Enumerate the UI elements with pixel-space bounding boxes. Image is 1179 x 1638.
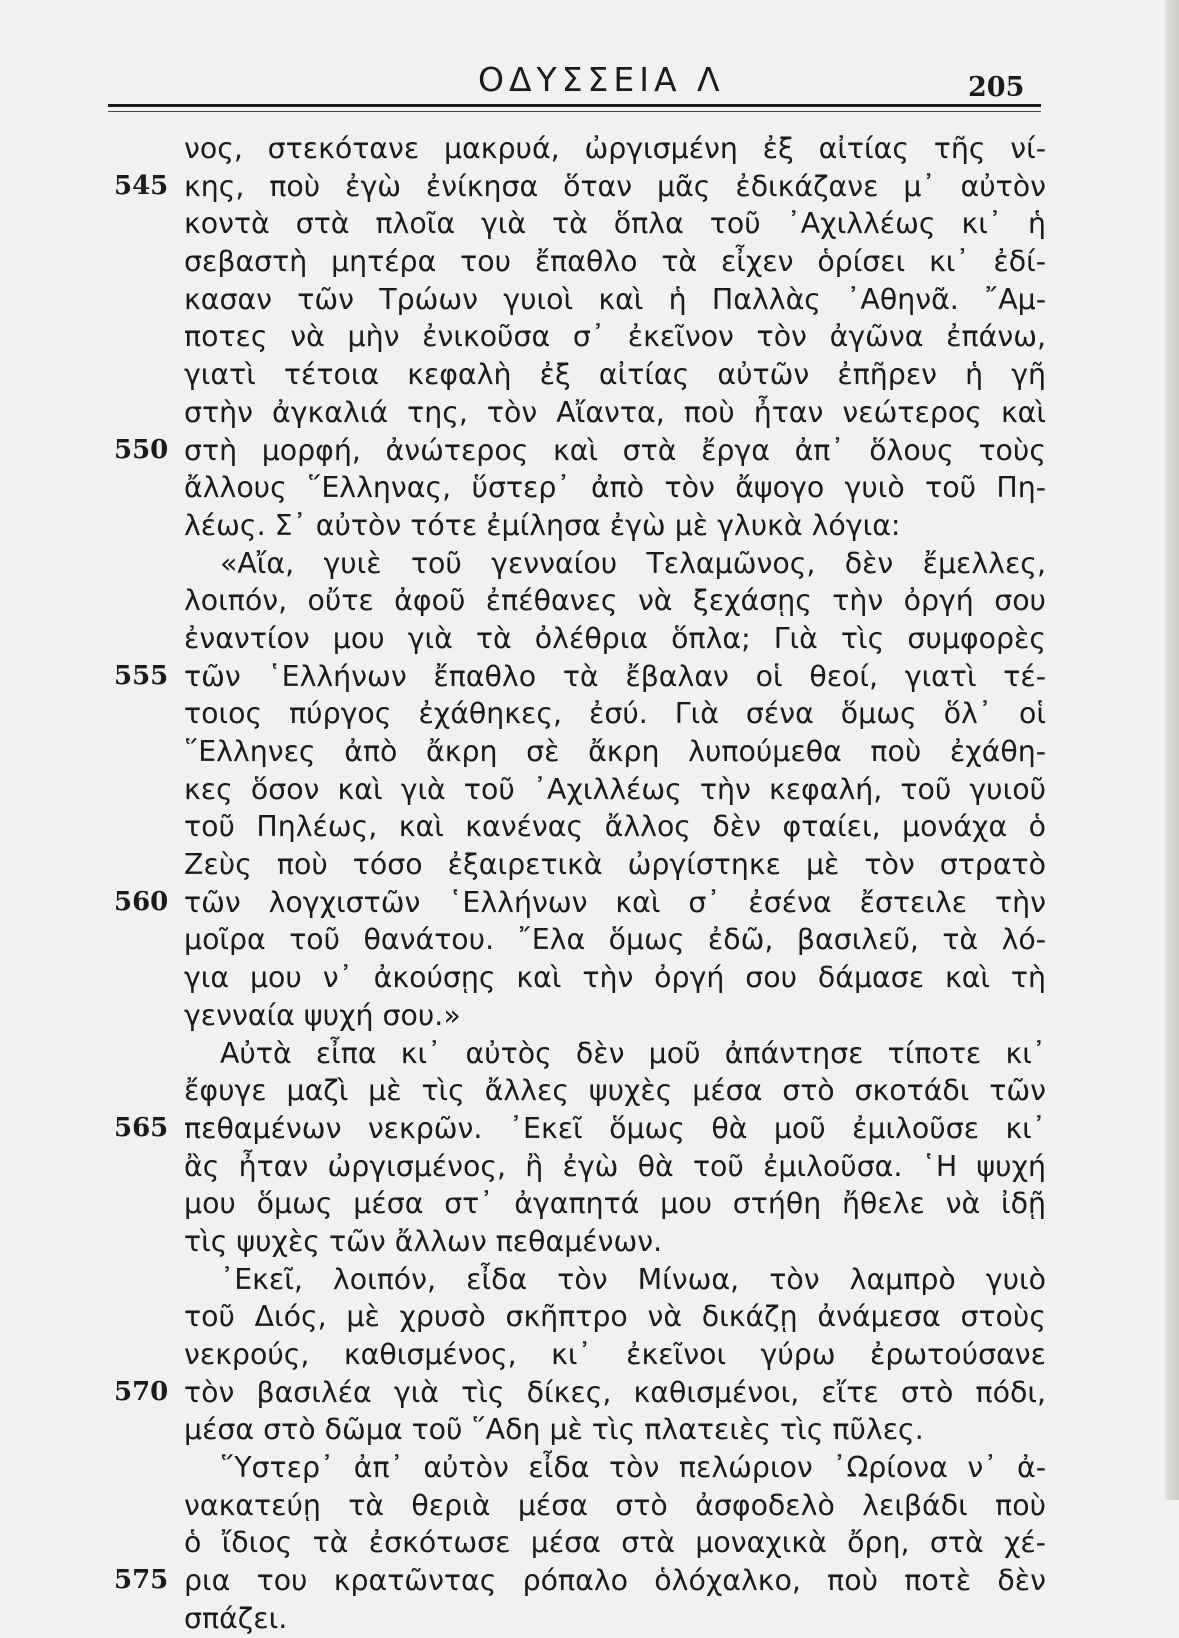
- text-line: [184, 997, 1046, 1035]
- line-text: ἂς ἦταν ὠργισμένος, ἢ ἐγὼ θὰ τοῦ ἐμιλοῦσα. ῾Η ψυχή: [184, 1149, 1046, 1183]
- line-text: στὴν ἀγκαλιά της, τὸν Αἴαντα, ποὺ ἦταν νεώτερος καὶ: [184, 395, 1046, 429]
- text-line: [184, 959, 1046, 997]
- text-line: [114, 658, 1046, 696]
- text-line: [184, 1072, 1046, 1110]
- line-text: μοῖρα τοῦ θανάτου. ῎Ελα ὅμως ἐδῶ, βασιλεῦ, τὰ λό-: [184, 923, 1046, 957]
- page-edge-shadow: [1165, 0, 1179, 1500]
- line-text: ῞Ελληνες ἀπὸ ἄκρη σὲ ἄκρη λυπούμεθα ποὺ ἐχάθη-: [184, 735, 1046, 768]
- header-rule-thin: [108, 111, 1041, 112]
- line-text: πεθαμένων νεκρῶν. ᾿Εκεῖ ὅμως θὰ μοῦ ἐμιλοῦσε κι᾿: [184, 1111, 1046, 1145]
- line-text: κες ὅσον καὶ γιὰ τοῦ ᾿Αχιλλέως τὴν κεφαλή, τοῦ γυιοῦ: [184, 772, 1046, 806]
- line-text: κασαν τῶν Τρώων γυιοὶ καὶ ἡ Παλλὰς ᾿Αθηνᾶ. ῎Αμ-: [184, 282, 1046, 316]
- text-line: [184, 1449, 1046, 1487]
- text-line: [184, 356, 1046, 394]
- text-line: [184, 1524, 1046, 1562]
- line-text: ὁ ἴδιος τὰ ἐσκότωσε μέσα στὰ μοναχικὰ ὄρη, στὰ χέ-: [184, 1526, 1046, 1560]
- text-line: [184, 394, 1046, 432]
- line-text: σεβαστὴ μητέρα του ἔπαθλο τὰ εἶχεν ὁρίσει κι᾿ ἐδί-: [184, 245, 1046, 279]
- line-number: 570: [114, 1376, 169, 1407]
- text-line: [184, 281, 1046, 319]
- text-line: [114, 884, 1046, 922]
- text-line: [184, 1411, 1046, 1449]
- line-number: 565: [114, 1112, 169, 1143]
- line-text: τοῦ Διός, μὲ χρυσὸ σκῆπτρο νὰ δικάζῃ ἀνάμεσα στοὺς: [184, 1300, 1046, 1334]
- text-line: [184, 130, 1046, 168]
- text-line: [184, 1336, 1046, 1374]
- text-line: [184, 1148, 1046, 1186]
- line-number: 560: [114, 886, 169, 917]
- line-text: ποτες νὰ μὴν ἐνικοῦσα σ᾿ ἐκεῖνον τὸν ἀγῶνα ἐπάνω,: [184, 320, 1046, 354]
- text-line: [184, 205, 1046, 243]
- line-text: ῞Υστερ᾿ ἀπ᾿ αὐτὸν εἶδα τὸν πελώριον ᾿Ωρίονα ν᾿ ἀ-: [220, 1451, 1046, 1485]
- text-line: [114, 1110, 1046, 1148]
- text-line: [184, 1035, 1046, 1073]
- line-text: μέσα στὸ δῶμα τοῦ ῞Αδη μὲ τὶς πλατειὲς τὶς πῦλες.: [184, 1413, 924, 1447]
- text-line: [114, 1562, 1046, 1600]
- line-text: τὶς ψυχὲς τῶν ἄλλων πεθαμένων.: [184, 1224, 663, 1258]
- line-text: νεκρούς, καθισμένος, κι᾿ ἐκεῖνοι γύρω ἐρωτούσανε: [184, 1338, 1046, 1371]
- line-text: κοντὰ στὰ πλοῖα γιὰ τὰ ὅπλα τοῦ ᾿Αχιλλέως κι᾿ ἡ: [184, 207, 1046, 241]
- line-text: μου ὅμως μέσα στ᾿ ἀγαπητά μου στήθη ἤθελε νὰ ἰδῇ: [184, 1187, 1046, 1221]
- line-text: «Αἴα, γυιὲ τοῦ γενναίου Τελαμῶνος, δὲν ἔμελλες,: [220, 546, 1046, 580]
- text-line: [184, 695, 1046, 733]
- running-header-title: ΟΔΥΣΣΕΙΑ Λ: [478, 60, 725, 99]
- text-line: [114, 432, 1046, 470]
- text-line: [184, 620, 1046, 658]
- line-text: για μου ν᾿ ἀκούσῃς καὶ τὴν ὀργή σου δάμασε καὶ τὴ: [184, 961, 1046, 995]
- line-number: 575: [114, 1565, 169, 1596]
- line-text: Ζεὺς ποὺ τόσο ἐξαιρετικὰ ὠργίστηκε μὲ τὸν στρατὸ: [184, 848, 1046, 882]
- line-text: ἐναντίον μου γιὰ τὰ ὀλέθρια ὅπλα; Γιὰ τὶς συμφορὲς: [184, 621, 1046, 655]
- text-line: [114, 168, 1046, 206]
- text-line: [184, 1600, 1046, 1638]
- text-line: [184, 545, 1046, 583]
- line-text: ρια του κρατῶντας ρόπαλο ὁλόχαλκο, ποὺ ποτὲ δὲν: [184, 1564, 1046, 1598]
- line-number: 555: [114, 660, 169, 691]
- line-text: τῶν λογχιστῶν ῾Ελλήνων καὶ σ᾿ ἐσένα ἔστειλε τὴν: [184, 885, 1046, 919]
- line-text: τοῦ Πηλέως, καὶ κανένας ἄλλος δὲν φταίει, μονάχα ὁ: [184, 810, 1046, 844]
- line-text: νος, στεκότανε μακρυά, ὠργισμένη ἐξ αἰτίας τῆς νί-: [184, 132, 1046, 165]
- text-line: [184, 1487, 1046, 1525]
- text-line: [184, 582, 1046, 620]
- line-text: τοιος πύργος ἐχάθηκες, ἐσύ. Γιὰ σένα ὅμως ὅλ᾿ οἱ: [184, 697, 1046, 731]
- line-text: σπάζει.: [184, 1601, 288, 1635]
- text-line: [184, 1298, 1046, 1336]
- line-text: τῶν ῾Ελλήνων ἔπαθλο τὰ ἔβαλαν οἱ θεοί, γιατὶ τέ-: [184, 659, 1046, 693]
- text-line: [114, 1374, 1046, 1412]
- line-text: ἔφυγε μαζὶ μὲ τὶς ἄλλες ψυχὲς μέσα στὸ σκοτάδι τῶν: [184, 1074, 1046, 1108]
- text-line: [184, 243, 1046, 281]
- header-rule: [108, 104, 1041, 107]
- body-text: [114, 130, 1046, 1638]
- text-line: [184, 318, 1046, 356]
- line-text: στὴ μορφή, ἀνώτερος καὶ στὰ ἔργα ἀπ᾿ ὅλους τοὺς: [184, 433, 1046, 467]
- text-line: [184, 507, 1046, 545]
- line-text: γιατὶ τέτοια κεφαλὴ ἐξ αἰτίας αὐτῶν ἐπῆρεν ἡ γῆ: [184, 358, 1046, 392]
- line-number: 545: [114, 170, 169, 201]
- line-text: ἄλλους ῞Ελληνας, ὕστερ᾿ ἀπὸ τὸν ἄψογο γυιὸ τοῦ Πη-: [184, 471, 1046, 505]
- text-line: [184, 1223, 1046, 1261]
- text-line: [184, 771, 1046, 809]
- line-text: τὸν βασιλέα γιὰ τὶς δίκες, καθισμένοι, εἴτε στὸ πόδι,: [184, 1375, 1046, 1409]
- text-line: [184, 846, 1046, 884]
- page-number: 205: [968, 72, 1025, 103]
- line-text: νακατεύῃ τὰ θεριὰ μέσα στὸ ἀσφοδελὸ λειβάδι ποὺ: [184, 1488, 1046, 1522]
- text-line: [184, 808, 1046, 846]
- line-text: κης, ποὺ ἐγὼ ἐνίκησα ὅταν μᾶς ἐδικάζανε μ᾿ αὐτὸν: [184, 169, 1046, 203]
- text-line: [184, 1185, 1046, 1223]
- text-line: [184, 733, 1046, 771]
- text-line: [184, 921, 1046, 959]
- line-text: γενναία ψυχή σου.»: [184, 998, 461, 1032]
- line-text: λοιπόν, οὔτε ἀφοῦ ἐπέθανες νὰ ξεχάσῃς τὴν ὀργή σου: [184, 584, 1046, 618]
- text-line: [184, 469, 1046, 507]
- line-text: ᾿Εκεῖ, λοιπόν, εἶδα τὸν Μίνωα, τὸν λαμπρὸ γυιὸ: [220, 1262, 1046, 1296]
- line-text: Αὐτὰ εἶπα κι᾿ αὐτὸς δὲν μοῦ ἀπάντησε τίποτε κι᾿: [220, 1036, 1046, 1070]
- line-number: 550: [114, 434, 169, 465]
- text-line: [184, 1261, 1046, 1299]
- line-text: λέως. Σ᾿ αὐτὸν τότε ἐμίλησα ἐγὼ μὲ γλυκὰ λόγια:: [184, 508, 901, 542]
